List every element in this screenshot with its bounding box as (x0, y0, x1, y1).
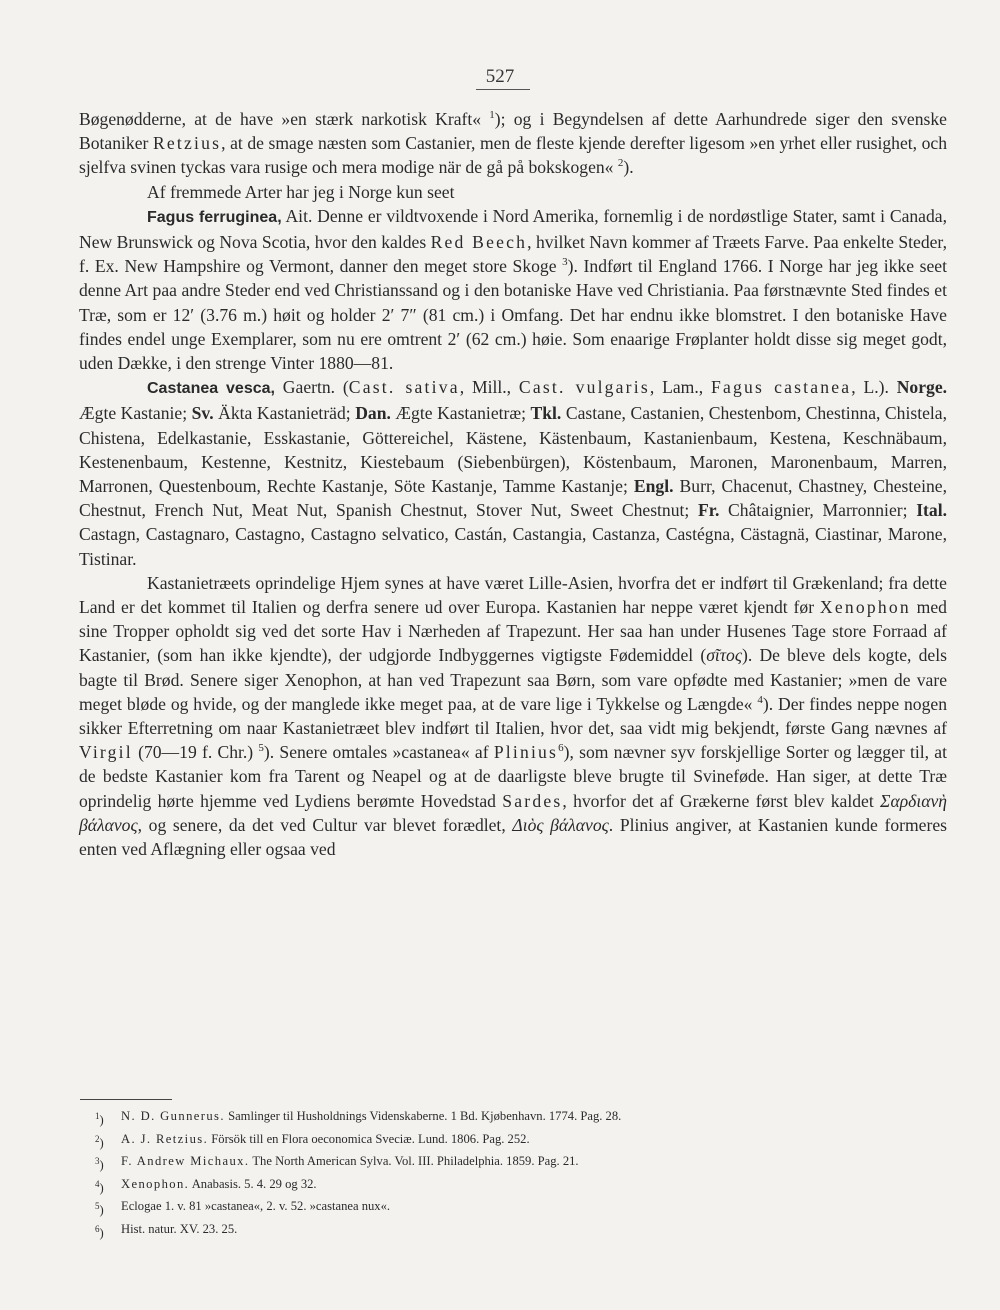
text-run: Ægte Kastanie; (79, 403, 192, 424)
text-run: Castane, Castanien, Chestenbom, Chestinna, Chistela, Chistena, Edelkastanie, Esskastanie, Göttereichel, Kästene, Kästenbaum, Kastanienbaum, Kestena, Keschnäbaum, Kestenenbaum, Kestenne, Kestnitz, Kiestebaum (Siebenbürgen), Köstenbaum, Maronen, Maronenbaum, Marren, Marronen, Questenboum, Rechte Kastanje, Söte Kastanje, Tamme Kastanje; (79, 403, 947, 497)
footnote-text (121, 1130, 530, 1153)
footnote-ref: 6 (558, 742, 564, 755)
text-run: . Plinius angiver, at Kastanien kunde formeres enten ved Aflægning eller ogsaa ved (79, 814, 947, 860)
text-run: Cast. sativa (348, 377, 460, 398)
text-run: Castagn, Castagnaro, Castagno, Castagno selvatico, Castán, Castangia, Castanza, Castégna, Cästagnä, Ciastinar, Marone, Tistinar. (79, 524, 947, 569)
text-run: Virgil (79, 742, 133, 763)
footnote-number-text: 5 (95, 1201, 100, 1212)
text-run: Xenophon (819, 597, 911, 618)
footnote-number-text: 1 (95, 1111, 100, 1121)
species-name: Castanea vesca, (147, 380, 275, 398)
text-run: , hvilket Navn kommer af Træets Farve. Paa enkelte Steder, f. Ex. New Hampshire og Vermont, danner den meget store Skoge (79, 232, 947, 277)
text-run: Tkl. (530, 403, 562, 424)
footnote-text (121, 1107, 621, 1130)
text-run: , og senere, da det ved Cultur var blevet forædlet, (137, 814, 513, 835)
text-run: ). Der findes neppe nogen sikker Efterretning om naar Kastanietræet blev indført til Italien, hvor det, saa vidt mig bekjendt, første Gang nævnes af (79, 693, 948, 739)
text-run: Gaertn. ( (274, 377, 349, 398)
paragraph-p5 (79, 571, 947, 861)
footnote-text (121, 1152, 579, 1175)
footnote (95, 1197, 895, 1220)
text-run: Cast. vulgaris (518, 377, 650, 398)
text-run: Retzius (152, 133, 222, 154)
text-run: , at de smage næsten som Castanier, men de fleste kjende derefter ligesom »en yrhet eller rusighet, och sjelfva svinen tyckas vara rusige och mera modige när de gå på bokskogen« (79, 133, 947, 178)
footnote-citation: Samlinger til Husholdnings Videnskaberne. 1 Bd. Kjøbenhavn. 1774. Pag. 28. (228, 1109, 622, 1123)
text-run: ). De bleve dels kogte, dels bagte til Brød. Senere siger Xenophon, at han ved Trapezunt saa Børn, som vare opfødte med Kastanier; »men de vare meget bløde og hvide, og der manglede ikke meget paa, at de vare lige i Tykkelse og Længde« (79, 645, 947, 714)
text-run: Red Beech (430, 232, 528, 253)
text-run: , Lam., (649, 377, 711, 398)
footnote-number: $^5$) (95, 1201, 104, 1218)
text-run: Af fremmede Arter har jeg i Norge kun seet (147, 181, 455, 202)
footnote-number-text: 2 (95, 1133, 100, 1144)
text-run: Ital. (916, 500, 947, 521)
paragraph-p4 (79, 375, 947, 571)
footnote-number-text: 4 (95, 1178, 100, 1189)
footnote-ref: 4 (757, 694, 763, 707)
paragraph-p3 (79, 204, 947, 375)
text-run: Fagus castanea (711, 377, 852, 398)
footnote-number: $^4$) (95, 1178, 104, 1195)
text-run: Kastanietræets oprindelige Hjem synes at have været Lille-Asien, hvorfra det er indført til Grækenland; fra dette Land er det kommet til Italien og derfra senere ud over Europa. Kastanien har neppe været kjendt før (79, 572, 947, 618)
text-run: , L.). (851, 377, 897, 398)
footnote-ref: 5 (258, 742, 264, 755)
footnote-number-text: 3 (95, 1156, 100, 1167)
text-run: Sardes (502, 790, 563, 811)
text-run: Engl. (633, 476, 674, 497)
text-run: Ait. Denne er vildtvoxende i Nord Amerika, fornemlig i de nordøstlige Stater, samt i Canada, New Brunswick og Nova Scotia, hvor den kaldes (79, 205, 947, 253)
text-run: σῖτος (706, 645, 742, 666)
footnote-ref: 1 (489, 109, 495, 122)
footnote (95, 1152, 895, 1175)
footnote-citation: Hist. natur. XV. 23. 25. (121, 1221, 238, 1236)
text-run: , hvorfor det af Grækerne først blev kaldet (562, 790, 881, 811)
text-run: ), som nævner syv forskjellige Sorter og lægger til, at de bedste Kastanier kom fra Tarent og Neapel og at de daarligste bleve brugte til Svineføde. Han siger, at dette Træ oprindelig hørte hjemme ved Lydiens berømte Hovedstad (79, 742, 947, 811)
footnote (95, 1175, 895, 1198)
paragraph-p2 (79, 180, 947, 204)
text-run: Châtaignier, Marronnier; (719, 500, 917, 521)
footnote (95, 1130, 895, 1153)
text-run: Plinius (493, 742, 559, 763)
footnote-ref: 2 (617, 157, 624, 170)
footnote-text (121, 1220, 237, 1243)
text-run: ). Indført til England 1766. I Norge har jeg ikke seet denne Art paa andre Steder end ved Christianssand og i den botaniske Have ved Christiania. Paa førstnævnte Sted findes et Træ, som er 12′ (3.76 m.) høit og holder 2′ 7″ (81 cm.) i Omfang. Det har endnu ikke blomstret. I den botaniske Have findes endel unge Exemplarer, som nu ere omtrent 2′ (62 cm.) høie. Som enaarige Frøplanter holdt disse sig meget godt, uden Dække, i den strenge Vinter 1880—81. (79, 256, 947, 374)
text-run: Ægte Kastanietræ; (390, 403, 531, 424)
footnote-author: Xenophon. (121, 1176, 190, 1191)
page-number-rule (476, 89, 530, 90)
text-run: Dan. (355, 403, 391, 424)
page-number: 527 (485, 66, 515, 87)
text-run: Norge. (896, 377, 948, 398)
species-name: Fagus ferruginea, (147, 208, 282, 226)
text-run: Äkta Kastanieträd; (213, 403, 356, 424)
footnote-ref: 3 (562, 256, 568, 269)
paragraph-p1 (79, 107, 947, 180)
footnotes (95, 1107, 895, 1243)
footnote-author: A. J. Retzius. (121, 1131, 209, 1146)
text-run: Burr, Chacenut, Chastney, Chesteine, Chestnut, French Nut, Meat Nut, Spanish Chestnut, Stover Nut, Sweet Chestnut; (79, 476, 947, 521)
footnote-number-text: 6 (95, 1223, 100, 1234)
text-run: ); og i Begyndelsen af dette Aarhundrede siger den svenske Botaniker (79, 109, 947, 154)
footnote-text (121, 1197, 390, 1220)
footnote-text (121, 1175, 317, 1198)
footnote-citation: The North American Sylva. Vol. III. Philadelphia. 1859. Pag. 21. (252, 1154, 579, 1169)
footnote-citation: Anabasis. 5. 4. 29 og 32. (191, 1176, 317, 1191)
footnote (95, 1220, 895, 1243)
text-run: Bøgenødderne, at de have »en stærk narkotisk Kraft« (79, 109, 490, 129)
footnote (95, 1107, 895, 1130)
text-run: Σαρδιανὴ βάλανος (79, 790, 947, 835)
text-run: med sine Tropper opholdt sig ved det sorte Hav i Nærheden af Trapezunt. Her saa han under Husenes Tage store Forraad af Kastanier, (som han ikke kjendte), der udgjorde Indbyggernes vigtigste Fødemiddel ( (79, 597, 947, 666)
footnote-number: $^1$) (95, 1111, 104, 1128)
text-run: ). (623, 157, 634, 178)
body-text (79, 107, 947, 861)
text-run: ). Senere omtales »castanea« af (263, 742, 494, 763)
footnote-number: $^6$) (95, 1223, 104, 1241)
footnote-number: $^3$) (95, 1156, 104, 1173)
text-run: , Mill., (459, 377, 519, 398)
footnote-rule (80, 1099, 172, 1100)
footnote-author: F. Andrew Michaux. (121, 1154, 250, 1169)
text-run: Sv. (191, 403, 214, 424)
text-run: Fr. (698, 500, 720, 521)
footnote-author: N. D. Gunnerus. (121, 1109, 225, 1123)
text-run: Διὸς βάλανος (512, 814, 609, 835)
footnote-citation: Eclogae 1. v. 81 »castanea«, 2. v. 52. »castanea nux«. (121, 1199, 391, 1214)
footnote-number: $^2$) (95, 1133, 104, 1150)
footnote-citation: Försök till en Flora oeconomica Sveciæ. Lund. 1806. Pag. 252. (211, 1131, 530, 1146)
text-run: (70—19 f. Chr.) (132, 742, 259, 763)
